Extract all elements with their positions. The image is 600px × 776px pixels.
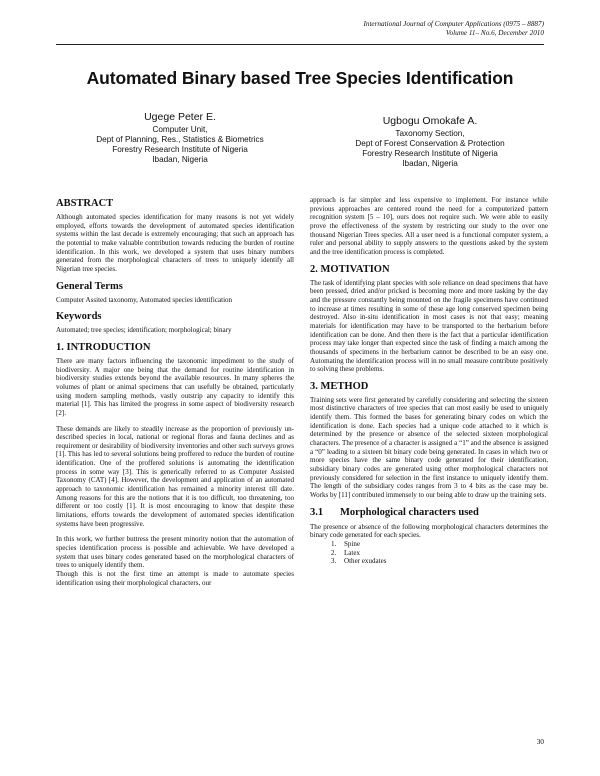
general-terms-text: Computer Assited taxonomy, Automated species identification bbox=[56, 295, 233, 304]
author-name: Ugbogu Omokafe A. bbox=[382, 115, 478, 127]
list-item: 1. Spine bbox=[338, 540, 548, 549]
author-affiliation-line: Forestry Research Institute of Nigeria bbox=[112, 145, 248, 154]
method-heading: 3. METHOD bbox=[310, 380, 369, 392]
introduction-paragraph: There are many factors influencing the taxonomic impediment to the study of biodiversity. A major one being that the demand for routine identification in biodiversity studies extends beyond the available resources. In many spheres the volumes of plant or animal specimens that can usefully be obtained, particularly using modern sampling methods, vastly outstrip any capacity to identify this material [1]. This has limited the progress in some aspect of biodiversity research [2]. bbox=[56, 356, 294, 417]
motivation-heading: 2. MOTIVATION bbox=[310, 263, 390, 275]
introduction-paragraph: Though this is not the first time an attempt is made to automate species identification using their morphological characters, our bbox=[56, 570, 294, 587]
list-item: 3. Other exudates bbox=[338, 557, 548, 566]
keywords-heading: Keywords bbox=[56, 311, 102, 323]
list-item: 2. Latex bbox=[338, 549, 548, 558]
subsection-title: Morphological characters used bbox=[340, 506, 479, 518]
author-affiliation-line: Dept of Planning, Res., Statistics & Biometrics bbox=[96, 135, 264, 144]
journal-header bbox=[363, 20, 544, 38]
motivation-text: The task of identifying plant species with sole reliance on dead specimens that have been pressed, dried and/or pricked is becoming more and more tasking by the day and the pressure constantly being mounted on the fragile specimens have continued to increase at times resulting in some of these age long conserved specimen being destroyed. Also in-situ identification in most cases is not that easy; meaning materials for identification may have to be transported to the herbarium before identification can be done. And then there is the fact that a particular identification process may take longer than expected since the task of finding a match among the thousands of specimens in the herbarium cannot be described to be an easy one. Automating the identification process will in no small measure contribute positively to solving these problems. bbox=[310, 278, 548, 374]
author-affiliation-line: Ibadan, Nigeria bbox=[402, 159, 458, 168]
right-column bbox=[310, 196, 548, 566]
introduction-paragraph: In this work, we further buttress the present minority notion that the automation of species identification process is possible and achievable. We have developed a system that uses binary codes generated based on the morphological characters of trees to uniquely identify them. bbox=[56, 535, 294, 570]
keywords-text: Automated; tree species; identification; morphological; binary bbox=[56, 326, 232, 335]
author-affiliation-line: Ibadan, Nigeria bbox=[152, 155, 208, 164]
character-list bbox=[310, 540, 548, 566]
author-affiliation-line: Forestry Research Institute of Nigeria bbox=[362, 149, 498, 158]
paper-title: Automated Binary based Tree Species Identification bbox=[86, 68, 514, 88]
author-block-1 bbox=[60, 110, 300, 165]
author-affiliation-line: Computer Unit, bbox=[152, 125, 208, 134]
general-terms-heading: General Terms bbox=[56, 280, 123, 292]
page-number: 30 bbox=[536, 737, 544, 746]
abstract-text: Although automated species identification for many reasons is not yet widely employed, efforts towards the development of automated species identification systems within the last decade is extremely encouraging; that such an approach has the potential to make valuable contribution towards reducing the burden of routine identification. In this work, we developed a system that uses binary numbers generated from the morphological characters of trees to uniquely identify all Nigerian tree species. bbox=[56, 213, 294, 273]
author-affiliation-line: Dept of Forest Conservation & Protection bbox=[355, 139, 505, 148]
abstract-heading: ABSTRACT bbox=[56, 198, 114, 209]
introduction-paragraph-continued: approach is far simpler and less expensive to implement. For instance while previous approaches are centered round the need for a computerized pattern recognition system [5 – 10], ours does not require such. We were able to easily prove the effectiveness of the system by restricting our study to the over one thousand Nigerian Trees species. All a user need is a functional computer system, a ruler and personal ability to supply answers to the questions asked by the system and the tree identification process is completed. bbox=[310, 196, 548, 256]
journal-name: International Journal of Computer Applications (0975 – 8887) bbox=[363, 20, 544, 28]
header-rule bbox=[56, 44, 544, 45]
left-column bbox=[56, 196, 294, 594]
journal-volume: Volume 11– No.6, December 2010 bbox=[445, 29, 544, 37]
subsection-intro: The presence or absence of the following morphological characters determines the binary code generated for each species. bbox=[310, 522, 548, 540]
author-block-2 bbox=[310, 114, 550, 169]
method-text: Training sets were first generated by carefully considering and selecting the sixteen most distinctive characters of tree species that can most easily be used to uniquely identify them. This formed the bases for generating binary codes on which the identification is done. Each species had a unique code attached to it which is determined by the presence or absence of the selected sixteen morphological characters. The presence of a character is assigned a “1” and the absence is assigned a “0” leading to a sixteen bit binary code being generated. In cases in which two or more species have the same binary code generated for their identification, subsidiary binary codes are generated using other morphological characters not previously considered for selection in the first instance to uniquely identify them. The length of the subsidiary codes ranges from 3 to 4 bits as the case may be. Works by [11] contributed immensely to our being able to draw up the training sets. bbox=[310, 395, 548, 500]
subsection-heading bbox=[310, 507, 548, 519]
introduction-paragraph: These demands are likely to steadily increase as the proportion of previously un-described species in local, national or regional floras and fauna declines and as requirement or desirability of biodiversity inventories and other such surveys grows [1]. This has led to several solutions being proffered to reduce the burden of routine identification. One of the proffered solutions is automating the identification process in some way [3]. This is generically referred to as Computer Assisted Taxonomy (CAT) [4]. However, the development and application of an automated approach to taxonomic identification has remained a minority interest till date. Among reasons for this are the notions that it is too difficult, too threatening, too different or too costly [1]. It is most encouraging to know that despite these limitations, efforts towards the development of automated species identification systems have been progressive. bbox=[56, 424, 294, 528]
author-name: Ugege Peter E. bbox=[144, 111, 216, 123]
introduction-heading: 1. INTRODUCTION bbox=[56, 341, 151, 353]
subsection-number: 3.1 bbox=[310, 506, 324, 518]
author-affiliation-line: Taxonomy Section, bbox=[395, 129, 465, 138]
